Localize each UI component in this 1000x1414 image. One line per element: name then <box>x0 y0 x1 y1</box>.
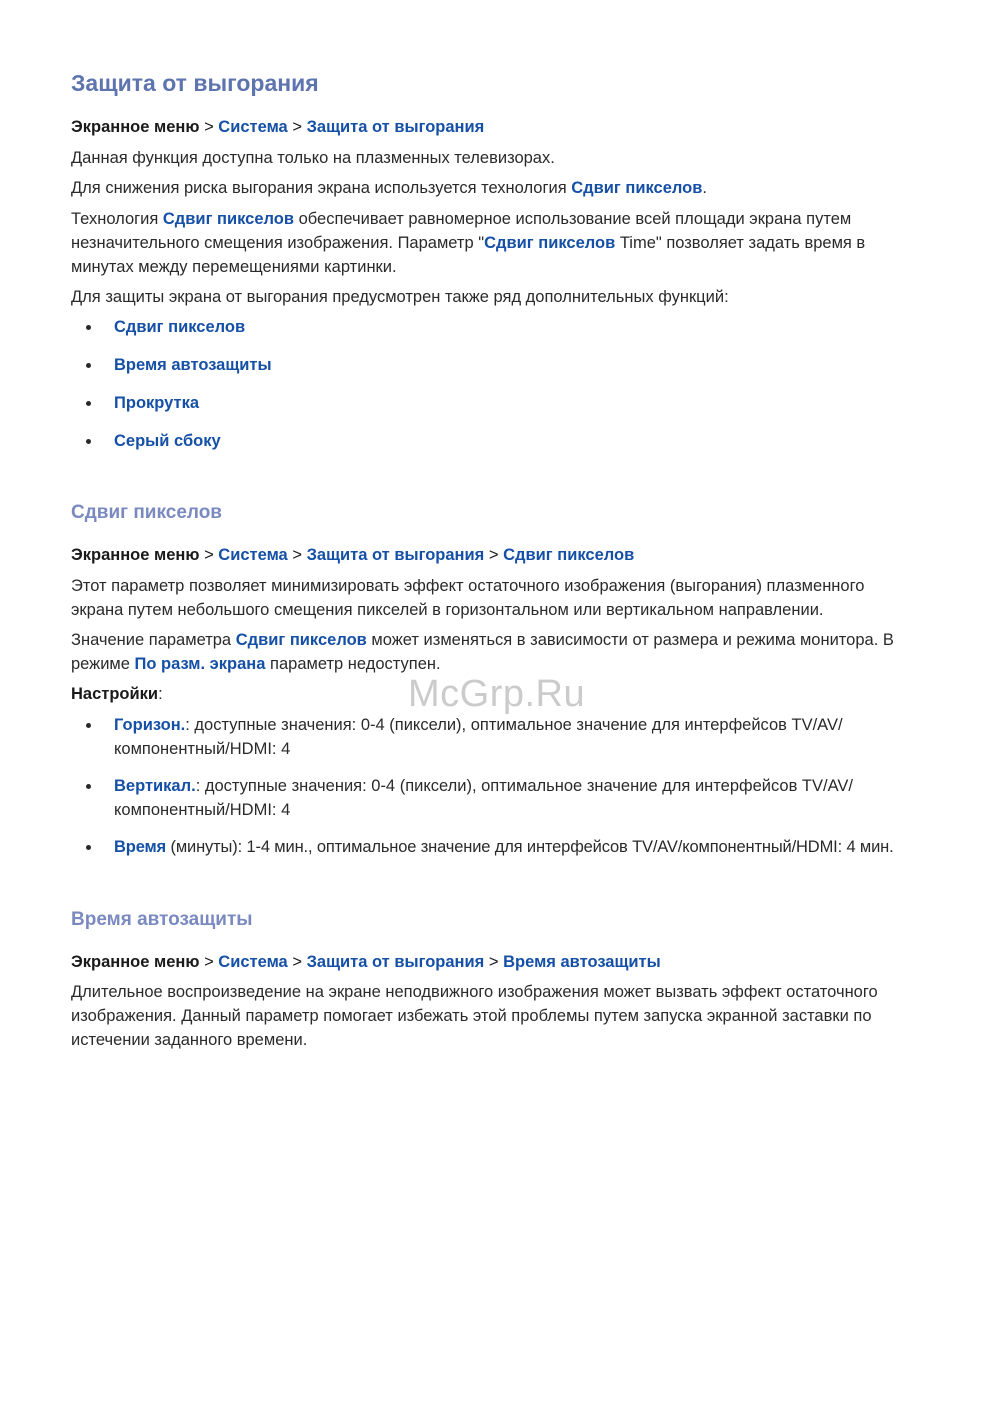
paragraph-pixel-shift-effect <box>71 574 931 622</box>
pixel-shift-link[interactable]: Сдвиг пикселов <box>571 179 703 197</box>
breadcrumb-burn-link[interactable]: Защита от выгорания <box>306 118 485 136</box>
paragraph-text: может изменяться в зависимости от размера и режима монитора. В <box>366 631 894 649</box>
breadcrumb-separator: > <box>292 953 302 971</box>
breadcrumb-separator: > <box>292 546 302 564</box>
setting-text: : доступные значения: 0-4 (пиксели), оптимальное значение для интерфейсов TV/AV/ <box>195 777 853 795</box>
paragraph-text: изображения. Данный параметр помогает избежать этой проблемы путем запуска экранной заставки по <box>71 1007 872 1025</box>
pixel-shift-link[interactable]: Сдвиг пикселов <box>484 234 616 252</box>
paragraph-text: Значение параметра <box>71 631 236 649</box>
breadcrumb-menu: Экранное меню <box>71 546 200 564</box>
settings-label-text: Настройки <box>71 685 159 703</box>
feature-item-scroll[interactable]: Прокрутка <box>114 394 200 412</box>
paragraph-text: Длительное воспроизведение на экране неподвижного изображения может вызвать эффект остаточного <box>71 983 878 1001</box>
breadcrumb-separator: > <box>292 118 302 136</box>
paragraph-text: обеспечивает равномерное использование всей площади экрана путем <box>294 210 852 228</box>
setting-text: : доступные значения: 0-4 (пиксели), оптимальное значение для интерфейсов TV/AV/ <box>185 716 843 734</box>
breadcrumb-system-link[interactable]: Система <box>218 953 288 971</box>
bullet <box>86 784 91 789</box>
pixel-shift-link[interactable]: Сдвиг пикселов <box>162 210 295 228</box>
paragraph-pixel-shift-description <box>71 207 931 279</box>
breadcrumb-separator: > <box>204 118 214 136</box>
feature-item-pixel-shift[interactable]: Сдвиг пикселов <box>114 318 246 336</box>
paragraph-period: . <box>702 179 707 197</box>
bullet <box>86 363 91 368</box>
breadcrumb-menu: Экранное меню <box>71 953 200 971</box>
settings-colon: : <box>158 685 163 703</box>
feature-item-side-gray[interactable]: Серый сбоку <box>114 432 221 450</box>
breadcrumb-burn-link[interactable]: Защита от выгорания <box>306 546 485 564</box>
pixel-shift-link[interactable]: Сдвиг пикселов <box>235 631 367 649</box>
breadcrumb-system-link[interactable]: Система <box>218 546 288 564</box>
screen-fit-link[interactable]: По разм. экрана <box>134 655 266 673</box>
paragraph-text: истечении заданного времени. <box>71 1031 308 1049</box>
page-title: Защита от выгорания <box>71 70 319 96</box>
breadcrumb <box>71 543 634 567</box>
paragraph-text: Этот параметр позволяет минимизировать эффект остаточного изображения (выгорания) плазменного <box>71 577 865 595</box>
paragraph-text: минутах между перемещениями картинки. <box>71 258 397 276</box>
setting-text: компонентный/HDMI: 4 <box>114 740 291 758</box>
setting-item-horizontal <box>114 713 934 761</box>
setting-vertical-link[interactable]: Вертикал. <box>114 777 196 795</box>
bullet <box>86 401 91 406</box>
bullet <box>86 845 91 850</box>
setting-horizontal-link[interactable]: Горизон. <box>114 716 186 734</box>
breadcrumb <box>71 115 484 139</box>
breadcrumb-burn-link[interactable]: Защита от выгорания <box>306 953 485 971</box>
bullet <box>86 439 91 444</box>
watermark: McGrp.Ru <box>408 673 586 715</box>
bullet <box>86 723 91 728</box>
setting-text: компонентный/HDMI: 4 <box>114 801 291 819</box>
paragraph-auto-protection <box>71 980 931 1052</box>
paragraph-text: режиме <box>71 655 135 673</box>
section-heading-pixel-shift: Сдвиг пикселов <box>71 502 222 523</box>
setting-item-time <box>114 835 984 859</box>
setting-text: (минуты): 1-4 мин., оптимальное значение для интерфейсов TV/AV/компонентный/HDMI: 4 мин. <box>166 838 894 856</box>
paragraph-text: параметр недоступен. <box>265 655 441 673</box>
breadcrumb <box>71 950 661 974</box>
setting-item-vertical <box>114 774 934 822</box>
breadcrumb-separator: > <box>204 953 214 971</box>
section-heading-auto-protection: Время автозащиты <box>71 909 253 930</box>
breadcrumb-separator: > <box>488 546 499 564</box>
breadcrumb-separator: > <box>204 546 214 564</box>
paragraph-pixel-shift-value <box>71 628 931 676</box>
breadcrumb-separator: > <box>488 953 499 971</box>
paragraph-text: экрана путем небольшого смещения пикселей в горизонтальном или вертикальном направлении. <box>71 601 824 619</box>
setting-time-link[interactable]: Время <box>114 838 167 856</box>
feature-item-auto-protection[interactable]: Время автозащиты <box>114 356 272 374</box>
bullet <box>86 325 91 330</box>
paragraph-text: Time" позволяет задать время в <box>615 234 866 252</box>
paragraph-text: Технология <box>71 210 163 228</box>
breadcrumb-system-link[interactable]: Система <box>218 118 288 136</box>
paragraph-text: незначительного смещения изображения. Параметр " <box>71 234 485 252</box>
paragraph-extra-functions: Для защиты экрана от выгорания предусмотрен также ряд дополнительных функций: <box>71 288 729 306</box>
paragraph-plasma-only: Данная функция доступна только на плазменных телевизорах. <box>71 149 555 167</box>
breadcrumb-auto-protection-link[interactable]: Время автозащиты <box>503 953 661 971</box>
breadcrumb-pixel-shift-link[interactable]: Сдвиг пикселов <box>503 546 635 564</box>
breadcrumb-menu: Экранное меню <box>71 118 200 136</box>
paragraph-pixel-shift-intro <box>71 176 931 200</box>
paragraph-text: Для снижения риска выгорания экрана используется технология <box>71 179 572 197</box>
